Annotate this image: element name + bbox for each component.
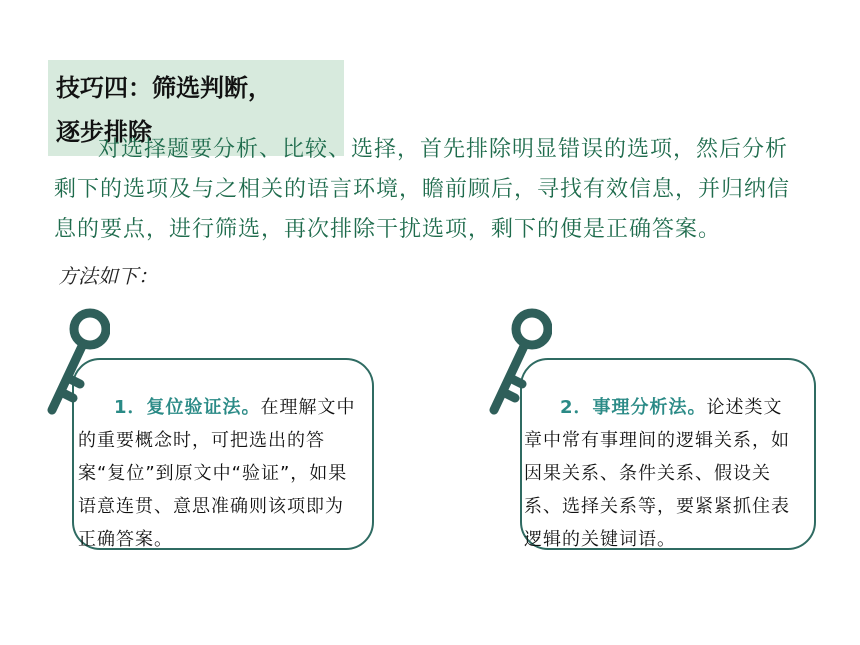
method-label: 方法如下： xyxy=(58,264,158,288)
method-1-heading: 1．复位验证法。 xyxy=(114,397,261,418)
intro-paragraph: 对选择题要分析、比较、选择，首先排除明显错误的选项，然后分析剩下的选项及与之相关的语言环境，瞻前顾后，寻找有效信息，并归纳信息的要点，进行筛选，再次排除干扰选项，剩下的便是正确答案。 xyxy=(54,137,791,242)
title-line-2: 逐步排除 xyxy=(56,118,152,146)
method-2-text xyxy=(524,391,796,556)
method-2-heading: 2．事理分析法。 xyxy=(560,397,707,418)
method-1-body: 在理解文中的重要概念时，可把选出的答案“复位”到原文中“验证”，如果语意连贯、意思准确则该项即为正确答案。 xyxy=(78,397,356,550)
title-line-1: 技巧四：筛选判断， xyxy=(56,74,272,102)
method-2-body: 论述类文章中常有事理间的逻辑关系，如因果关系、条件关系、假设关系、选择关系等，要紧紧抓住表逻辑的关键词语。 xyxy=(524,397,790,550)
method-1-text xyxy=(78,391,360,556)
